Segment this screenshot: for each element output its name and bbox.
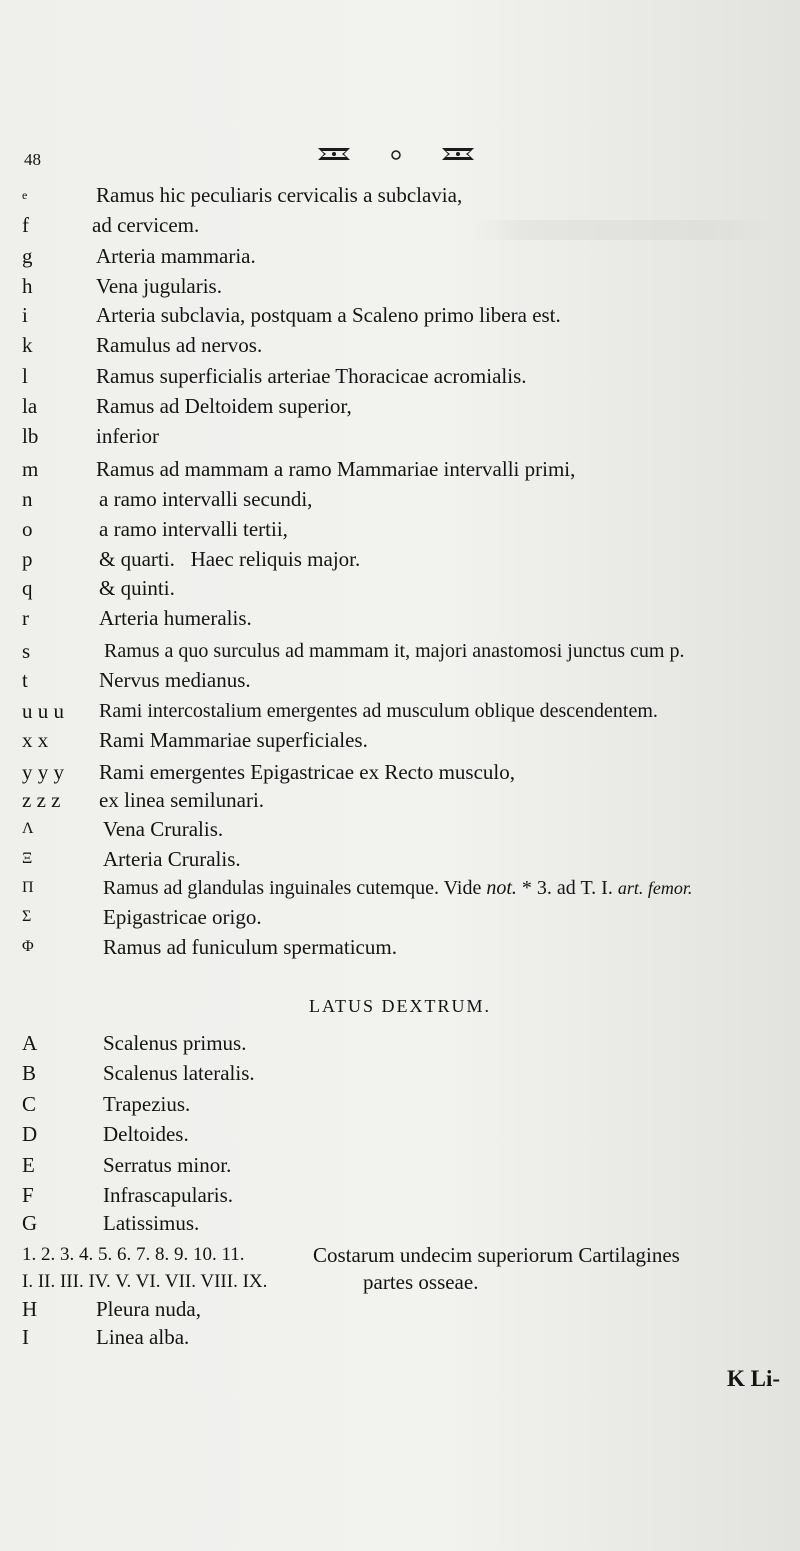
- legend-text: Ramus a quo surculus ad mammam it, majori anastomosi junctus cum p.: [104, 640, 685, 662]
- legend-text: Ramus hic peculiaris cervicalis a subclavia,: [96, 183, 463, 207]
- legend-text: Infrascapularis.: [103, 1183, 234, 1207]
- legend-text: & quinti.: [99, 576, 175, 600]
- legend-key: Φ: [22, 938, 34, 955]
- legend-key: o: [22, 517, 33, 541]
- legend-text: Rami intercostalium emergentes ad musculum oblique descendentem.: [99, 700, 658, 722]
- legend-text: Epigastricae origo.: [103, 905, 262, 929]
- legend-key: H: [22, 1297, 38, 1321]
- legend-text: & quarti. Haec reliquis major.: [99, 547, 361, 571]
- legend-text-part: Ramus ad glandulas inguinales cutemque. Vide: [103, 877, 487, 899]
- legend-key: y y y: [22, 760, 64, 784]
- legend-key: Λ: [22, 820, 34, 837]
- costae-numbers: I. II. III. IV. V. VI. VII. VIII. IX.: [22, 1271, 268, 1292]
- legend-text: Arteria Cruralis.: [103, 847, 241, 871]
- costae-text: partes osseae.: [363, 1270, 479, 1294]
- ornament-icon: [300, 140, 500, 170]
- legend-text: Ramus ad funiculum spermaticum.: [103, 935, 397, 959]
- legend-text: Ramulus ad nervos.: [96, 333, 263, 357]
- legend-text: Ramus ad mammam a ramo Mammariae intervalli primi,: [96, 457, 576, 481]
- legend-text: Nervus medianus.: [99, 668, 251, 692]
- legend-key: C: [22, 1092, 37, 1116]
- section-heading: LATUS DEXTRUM.: [308, 996, 491, 1016]
- catchword: K Li-: [726, 1366, 780, 1391]
- legend-key: t: [22, 668, 28, 692]
- legend-text: ad cervicem.: [92, 213, 200, 237]
- legend-text: Arteria humeralis.: [99, 606, 252, 630]
- legend-text: Scalenus primus.: [103, 1031, 247, 1055]
- legend-text: a ramo intervalli secundi,: [99, 487, 313, 511]
- costae-numbers: 1. 2. 3. 4. 5. 6. 7. 8. 9. 10. 11.: [22, 1244, 245, 1265]
- legend-key: E: [22, 1153, 35, 1177]
- legend-text: Ramus ad Deltoidem superior,: [96, 394, 352, 418]
- header-ornament: [300, 140, 500, 170]
- legend-key: f: [22, 213, 29, 237]
- legend-key: e: [22, 188, 28, 202]
- legend-key: D: [22, 1122, 38, 1146]
- legend-key: i: [22, 303, 28, 327]
- legend-text: Pleura nuda,: [96, 1297, 201, 1321]
- legend-key: x x: [22, 728, 49, 752]
- legend-key: Σ: [22, 908, 32, 925]
- legend-key: m: [22, 457, 39, 481]
- legend-key: p: [22, 547, 33, 571]
- legend-text: Trapezius.: [103, 1092, 191, 1116]
- legend-key: Π: [22, 879, 34, 896]
- legend-text: a ramo intervalli tertii,: [99, 517, 288, 541]
- legend-key: Ξ: [22, 850, 33, 867]
- legend-key: n: [22, 487, 33, 511]
- legend-text: Vena Cruralis.: [103, 817, 224, 841]
- legend-text: ex linea semilunari.: [99, 788, 265, 812]
- legend-text: Arteria mammaria.: [96, 244, 256, 268]
- legend-key: k: [22, 333, 33, 357]
- legend-key: s: [22, 639, 31, 663]
- legend-key: G: [22, 1211, 38, 1235]
- legend-text: Arteria subclavia, postquam a Scaleno primo libera est.: [96, 303, 561, 327]
- legend-key: A: [22, 1031, 38, 1055]
- legend-key: g: [22, 244, 33, 268]
- legend-text: Serratus minor.: [103, 1153, 232, 1177]
- legend-key: I: [22, 1325, 29, 1349]
- legend-text: Vena jugularis.: [96, 274, 222, 298]
- legend-text: Scalenus lateralis.: [103, 1061, 255, 1085]
- costae-text: Costarum undecim superiorum Cartilagines: [313, 1243, 680, 1267]
- legend-text-italic: not.: [486, 877, 517, 899]
- legend-key: u u u: [22, 699, 64, 723]
- legend-text: Latissimus.: [103, 1211, 200, 1235]
- page-number: 48: [24, 150, 41, 169]
- legend-text: inferior: [96, 424, 159, 448]
- legend-key: l: [22, 364, 28, 388]
- legend-text-part: * 3. ad T. I.: [516, 877, 618, 899]
- bleed-through-shading: [470, 220, 770, 240]
- legend-text: Rami emergentes Epigastricae ex Recto musculo,: [99, 760, 515, 784]
- legend-text: Deltoides.: [103, 1122, 189, 1146]
- legend-text: Ramus superficialis arteriae Thoracicae acromialis.: [96, 364, 527, 388]
- legend-key: B: [22, 1061, 37, 1085]
- legend-key: la: [22, 394, 38, 418]
- legend-key: q: [22, 576, 33, 600]
- legend-text-italic: art. femor.: [617, 878, 693, 898]
- legend-key: z z z: [22, 788, 61, 812]
- legend-key: F: [22, 1183, 34, 1207]
- legend-text: Linea alba.: [96, 1325, 190, 1349]
- legend-text: Rami Mammariae superficiales.: [99, 728, 368, 752]
- legend-key: r: [22, 606, 29, 630]
- legend-key: lb: [22, 424, 39, 448]
- legend-key: h: [22, 274, 33, 298]
- legend-text: [103, 873, 692, 903]
